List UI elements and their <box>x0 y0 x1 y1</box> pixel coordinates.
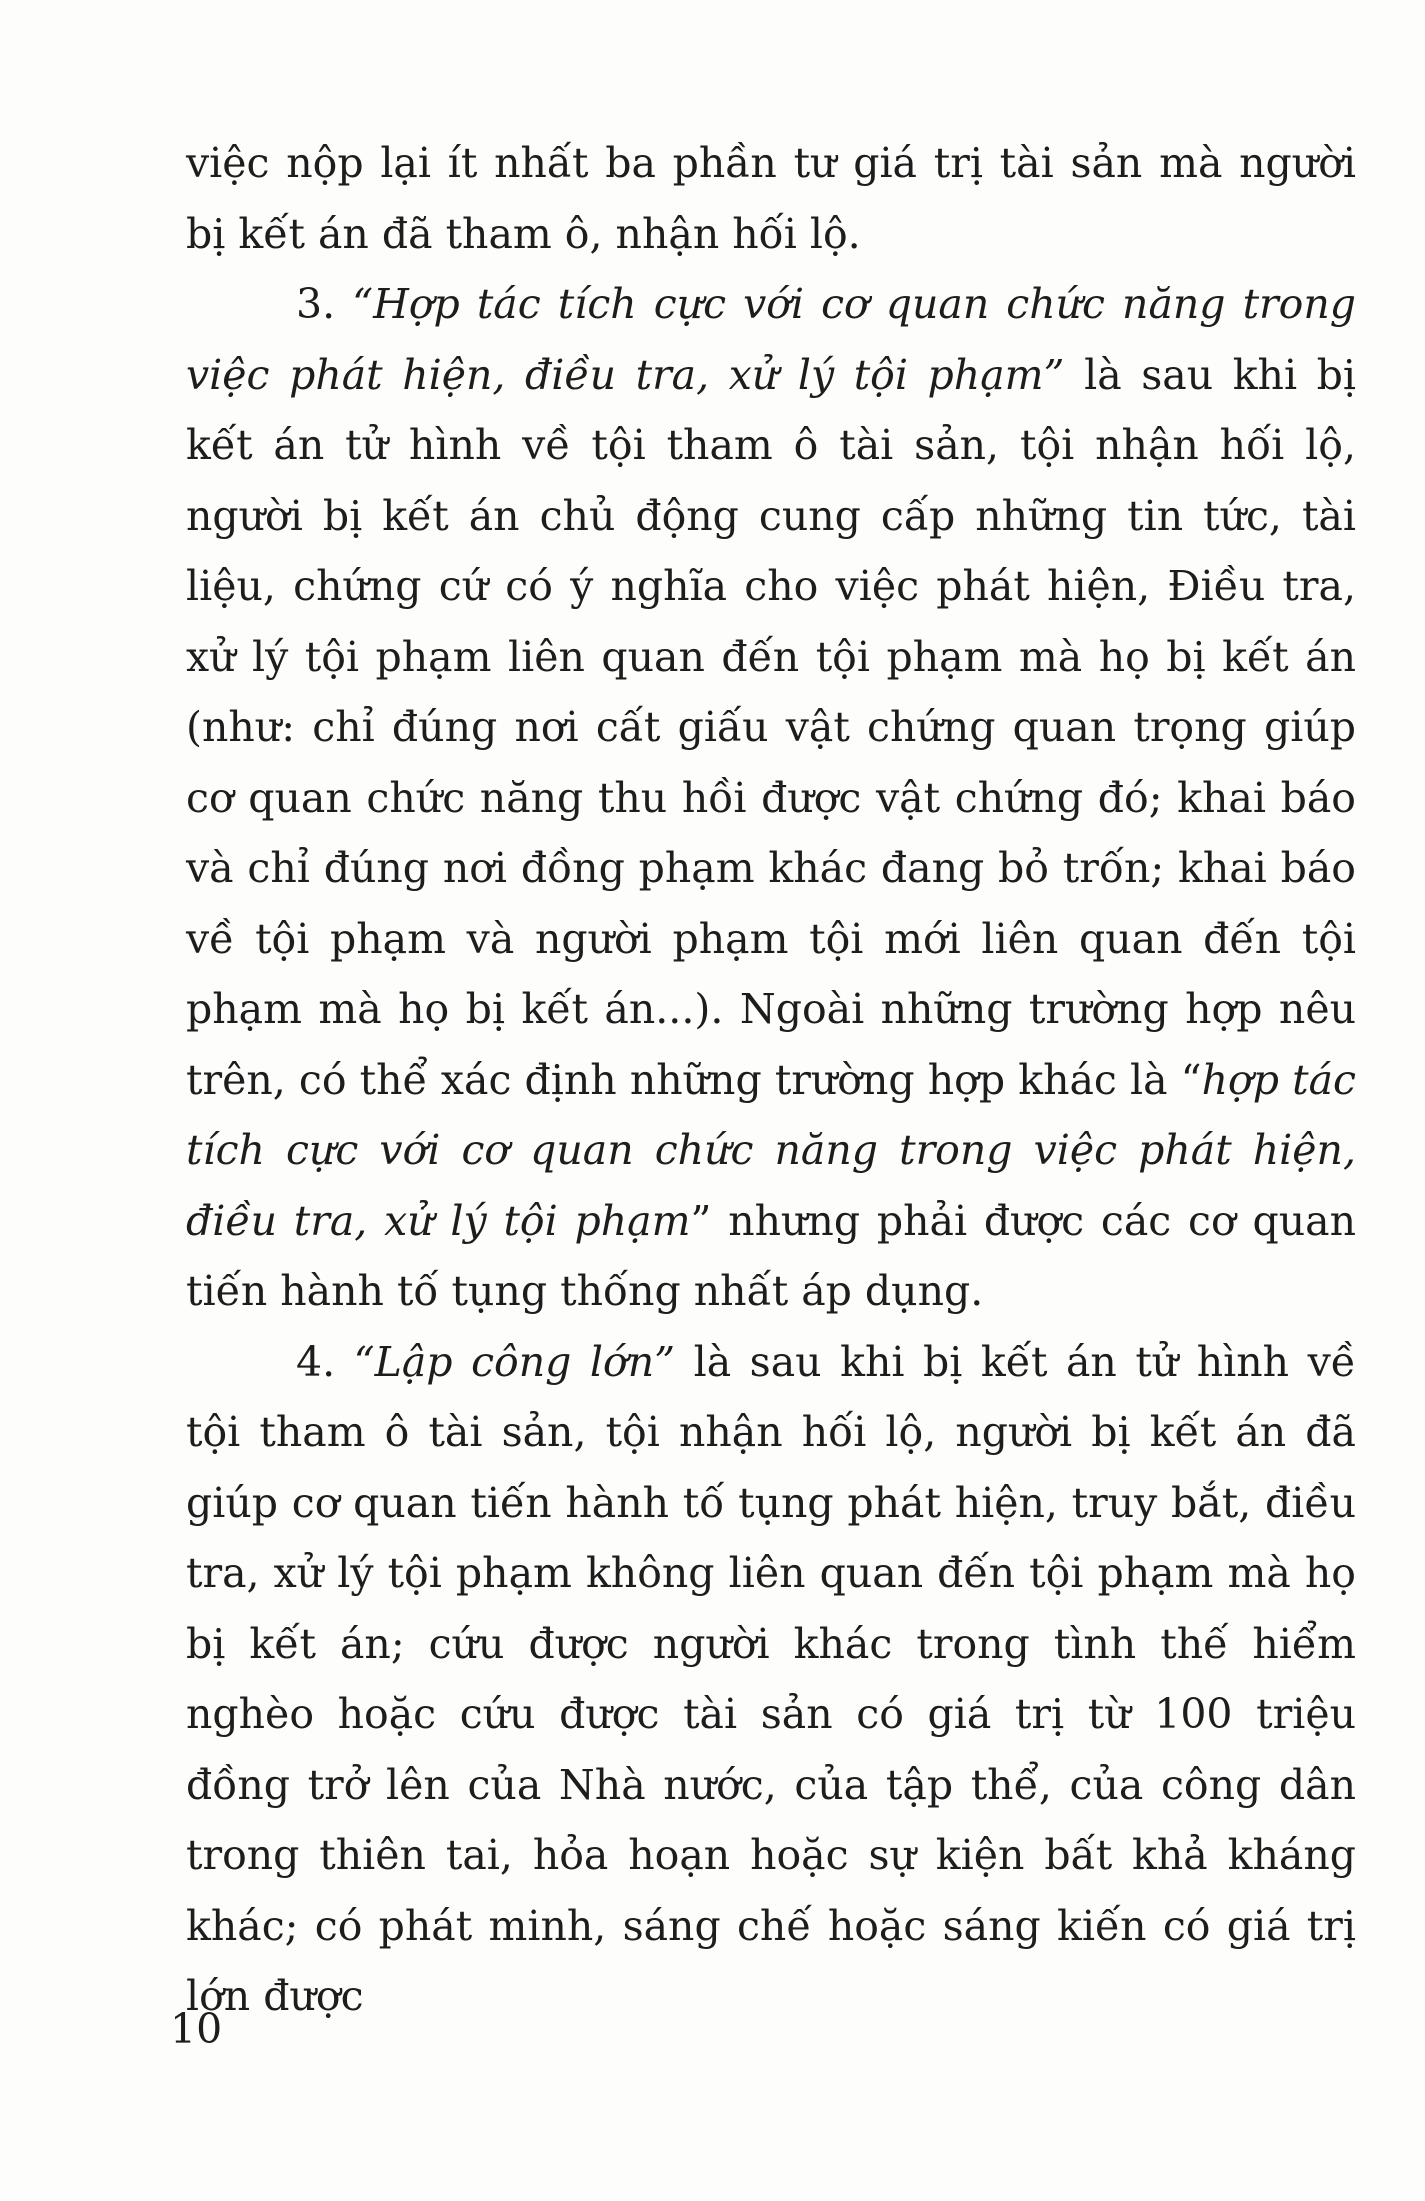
paragraph-text: việc nộp lại ít nhất ba phần tư giá trị tài sản mà người bị kết án đã tham ô, nhận hối lộ. <box>186 139 1356 258</box>
defined-term: “Hợp tác tích cực với cơ quan chức năng trong việc phát hiện, điều tra, xử lý tội phạm” <box>186 280 1356 399</box>
paragraph-continuation <box>186 128 1356 269</box>
paragraph-text: là sau khi bị kết án tử hình về tội tham ô tài sản, tội nhận hối lộ, người bị kết án chủ động cung cấp những tin tức, tài liệu, chứng cứ có ý nghĩa cho việc phát hiện, Điều tra, xử lý tội phạm liên quan đến tội phạm mà họ bị kết án (như: chỉ đúng nơi cất giấu vật chứng quan trọng giúp cơ quan chức năng thu hồi được vật chứng đó; khai báo và chỉ đúng nơi đồng phạm khác đang bỏ trốn; khai báo về tội phạm và người phạm tội mới liên quan đến tội phạm mà họ bị kết án...). Ngoài những trường hợp nêu trên, có thể xác định những trường hợp khác là “ <box>186 350 1356 1104</box>
paragraph-item-4 <box>186 1327 1356 2032</box>
paragraph-text: là sau khi bị kết án tử hình về tội tham ô tài sản, tội nhận hối lộ, người bị kết án đã giúp cơ quan tiến hành tố tụng phát hiện, truy bắt, điều tra, xử lý tội phạm không liên quan đến tội phạm mà họ bị kết án; cứu được người khác trong tình thế hiểm nghèo hoặc cứu được tài sản có giá trị từ 100 triệu đồng trở lên của Nhà nước, của tập thể, của công dân trong thiên tai, hỏa hoạn hoặc sự kiện bất khả kháng khác; có phát minh, sáng chế hoặc sáng kiến có giá trị lớn được <box>186 1337 1356 2020</box>
item-number: 3. <box>296 280 353 328</box>
paragraph-item-3 <box>186 269 1356 1327</box>
paragraph-text: ” nhưng phải được các cơ quan tiến hành tố tụng thống nhất áp dụng. <box>186 1196 1356 1315</box>
italic-phrase: hợp tác tích cực với cơ quan chức năng trong việc phát hiện, điều tra, xử lý tội phạm <box>186 1055 1356 1245</box>
defined-term: “Lập công lớn” <box>353 1337 676 1386</box>
item-number: 4. <box>296 1337 354 1386</box>
page-number: 10 <box>170 2005 223 2053</box>
body-text <box>186 128 1356 2032</box>
